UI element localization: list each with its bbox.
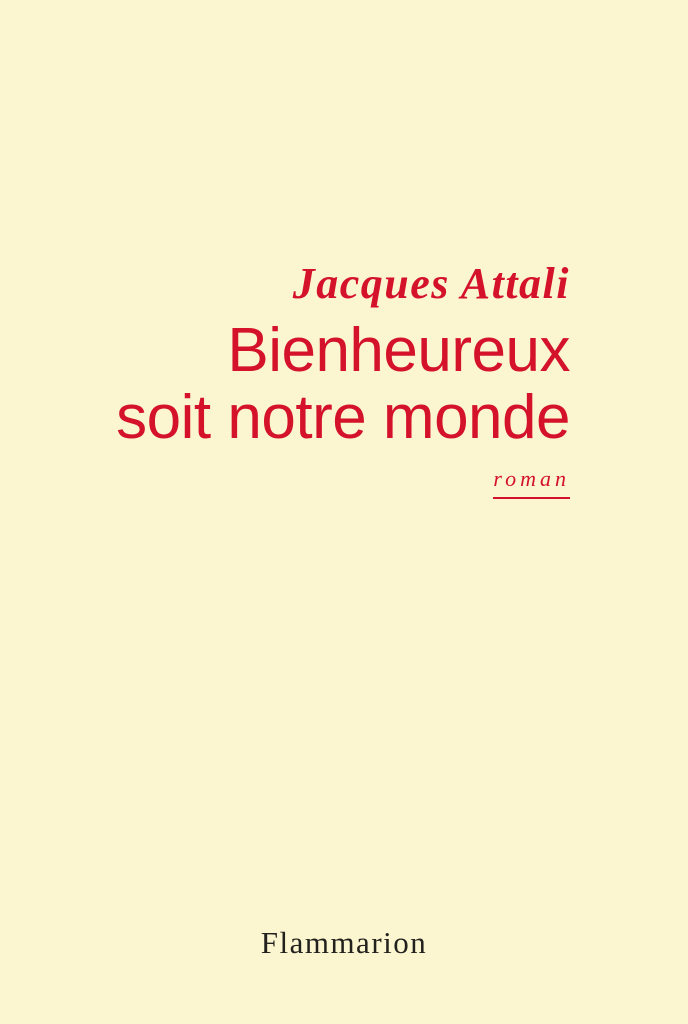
genre-label-group xyxy=(493,466,570,499)
title-line-1: Bienheureux xyxy=(227,316,570,385)
genre-label: roman xyxy=(493,466,570,491)
title-line-2: soit notre monde xyxy=(116,382,570,452)
author-name: Jacques Attali xyxy=(292,259,570,308)
book-title xyxy=(70,318,570,452)
publisher-name: Flammarion xyxy=(260,925,428,960)
genre-underline-rule xyxy=(493,497,570,499)
